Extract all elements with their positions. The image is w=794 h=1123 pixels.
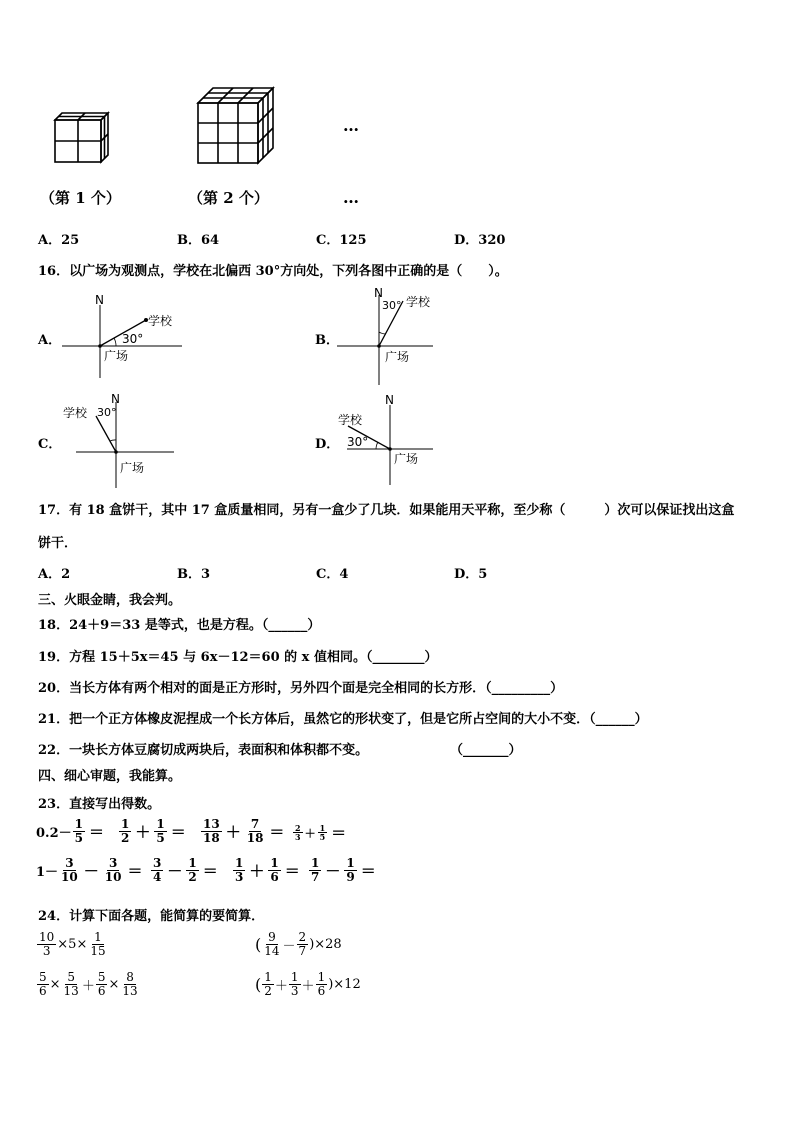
operator: － [83,862,99,880]
paren: ( [255,935,262,954]
operator: ＋ [81,979,95,994]
equals: ＝ [360,862,376,880]
q24-expr-4[interactable] [255,971,361,998]
fraction: $\frac{1}{6}$ [270,856,279,884]
fraction: $\frac{5}{6}$ [97,970,106,998]
fraction: $\frac{5}{13}$ [63,970,79,998]
judge-item-22: 22．一块长方体豆腐切成两块后，表面积和体积都不变。 [38,743,369,758]
direction-diagram-b [335,285,445,387]
equals: ＝ [269,823,285,841]
q24-expr-3[interactable] [36,971,141,998]
q17-option-a[interactable]: A．2 [38,567,71,582]
fraction: $\frac{10}{3}$ [39,930,55,958]
equals: ＝ [170,823,186,841]
north-label-b: N [374,286,383,300]
angle-label-c: 30° [97,406,117,419]
q17-stem-line2: 饼干． [38,536,78,551]
direction-diagram-d [335,390,445,490]
equals: ＝ [331,824,347,842]
figure-1-label: （第 1 个） [40,189,121,207]
operator: － [167,862,183,880]
north-label-a: N [95,293,104,307]
lead: 1－ [36,865,59,880]
fraction: $\frac{13}{18}$ [203,817,220,845]
q23-r2-d[interactable] [308,857,379,884]
fraction: $\frac{1}{2}$ [188,856,197,884]
fraction: $\frac{1}{3}$ [290,970,299,998]
fraction: $\frac{5}{6}$ [39,970,47,998]
q17-option-b[interactable]: B．3 [177,567,211,582]
fraction: $\frac{2}{7}$ [298,930,307,958]
school-label-a: 学校 [148,314,173,328]
fraction: $\frac{1}{5}$ [319,823,326,842]
angle-label-d: 30° [347,435,369,449]
fraction: $\frac{1}{2}$ [264,970,272,998]
judge-item-19[interactable]: 19．方程 15＋5x＝45 与 6x－12＝60 的 x 值相同。（________） [38,650,438,665]
section3-title: 三、火眼金睛，我会判。 [38,593,182,608]
q17-option-d[interactable]: D．5 [454,567,488,582]
q23-r2-b[interactable] [150,857,221,884]
q15-option-c[interactable]: C．125 [316,233,367,248]
operator: ＋ [274,979,288,994]
fraction: $\frac{3}{10}$ [104,856,122,884]
paren: ( [255,975,262,994]
school-label-c: 学校 [63,406,88,420]
cube-figure-1 [50,105,112,167]
judge-item-21[interactable]: 21．把一个正方体橡皮泥捏成一个长方体后，虽然它的形状变了，但是它所占空间的大小不变．（______） [38,712,648,727]
q16-option-c-letter[interactable]: C． [38,437,62,452]
fraction: $\frac{9}{14}$ [264,930,280,958]
ellipsis-bottom: … [343,188,359,207]
q24-stem: 24．计算下面各题，能简算的要简算． [38,909,265,924]
operator: × [108,977,120,992]
equals: ＝ [284,862,300,880]
q16-option-d-letter[interactable]: D． [315,437,340,452]
fraction: $\frac{7}{18}$ [246,817,264,845]
school-label-d: 学校 [338,413,363,427]
operator: ＋ [301,979,315,994]
angle-label-a: 30° [122,332,144,346]
q15-option-b[interactable]: B．64 [177,233,220,248]
direction-diagram-a [58,290,188,380]
fraction: $\frac{8}{13}$ [122,970,138,998]
q16-stem: 16．以广场为观测点，学校在北偏西 30°方向处，下列各图中正确的是（ ）。 [38,264,508,279]
q23-r1-c[interactable] [200,818,287,845]
q16-option-a-letter[interactable]: A． [38,333,62,348]
operator: ＋ [304,826,316,840]
tail: )×12 [328,977,361,992]
fraction: $\frac{2}{3}$ [295,823,301,842]
operator: － [325,862,341,880]
fraction: $\frac{1}{6}$ [317,970,326,998]
fraction: $\frac{3}{4}$ [153,856,162,884]
q15-option-d[interactable]: D．320 [454,233,506,248]
judge-item-20[interactable]: 20．当长方体有两个相对的面是正方形时，另外四个面是完全相同的长方形．（_________） [38,681,564,696]
q23-r2-a[interactable] [36,857,145,884]
fraction: $\frac{1}{7}$ [311,856,320,884]
lead: 0.2－ [36,826,72,841]
tail: )×28 [309,937,342,952]
plaza-label-c: 广场 [120,461,145,475]
q23-stem: 23．直接写出得数。 [38,797,161,812]
plaza-label-a: 广场 [104,349,129,363]
q16-option-b-letter[interactable]: B． [315,333,339,348]
direction-diagram-c [60,390,180,490]
fraction: $\frac{1}{5}$ [156,817,165,845]
north-label-d: N [385,393,394,407]
fraction: $\frac{3}{10}$ [61,856,78,884]
school-label-b: 学校 [406,295,431,309]
angle-label-b: 30° [382,299,402,312]
figure-2-label: （第 2 个） [188,189,269,207]
operator: ×5× [57,937,88,952]
operator: × [49,977,61,992]
q23-r2-c[interactable] [232,857,303,884]
q17-stem-line1: 17．有 18 盒饼干，其中 17 盒质量相同，另有一盒少了几块．如果能用天平称，至少称（ ）次可以保证找出这盒 [38,503,735,518]
operator: － [282,939,296,954]
judge-item-18[interactable]: 18．24＋9＝33 是等式，也是方程。（______） [38,618,321,633]
equals: ＝ [88,823,104,841]
fraction: $\frac{1}{5}$ [74,817,83,845]
q23-r1-a[interactable] [36,818,107,845]
fraction: $\frac{1}{3}$ [235,856,244,884]
operator: ＋ [135,823,151,841]
plaza-label-b: 广场 [385,350,410,364]
equals: ＝ [127,862,143,880]
q23-r1-d[interactable] [292,822,349,843]
q15-option-a[interactable]: A．25 [38,233,80,248]
fraction: $\frac{1}{15}$ [90,930,106,958]
fraction: $\frac{1}{2}$ [121,817,130,845]
judge-item-22-blank[interactable]: （_______） [450,743,522,758]
ellipsis-top: … [343,116,359,135]
north-label-c: N [111,392,120,406]
q24-expr-2[interactable] [255,931,342,958]
plaza-label-d: 广场 [394,452,419,466]
q23-r1-b[interactable] [118,818,189,845]
operator: ＋ [225,823,241,841]
operator: ＋ [249,862,265,880]
fraction: $\frac{1}{9}$ [346,856,355,884]
q17-option-c[interactable]: C．4 [316,567,349,582]
equals: ＝ [202,862,218,880]
cube-figure-2 [195,85,277,167]
section4-title: 四、细心审题，我能算。 [38,769,182,784]
q24-expr-1[interactable] [36,931,109,958]
